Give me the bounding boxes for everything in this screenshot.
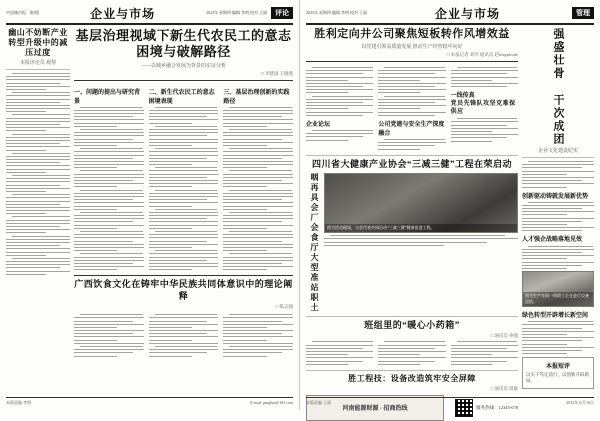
right-rail-body-2: [522, 202, 594, 232]
masthead-right-info: 2023年 星期四 编辑 李明 校对 王丽: [205, 9, 267, 15]
short-commentary-box: [522, 357, 594, 389]
section-tag-right: 管理: [572, 7, 594, 19]
column-1: [74, 84, 144, 273]
footer-right-text: 2023年11月16日: [566, 400, 594, 405]
divider: [306, 61, 518, 62]
advertisement-block[interactable]: 河南能源财源 · 招商热线: [306, 395, 444, 421]
masthead-right-info: 2023年 星期四 编辑 李明 校对 王丽: [306, 9, 367, 15]
left-rail-article: [6, 28, 70, 397]
subhead-2: 党员先锋队攻坚克难保供应: [450, 101, 516, 115]
bottom-story-headline: 胜工程技：设备改造筑牢安全屏障: [348, 373, 476, 383]
right-subhead-1: 创新驱动铸就发展新优势: [522, 193, 589, 200]
mid-story-byline: □ 通讯员 孙强: [490, 333, 518, 339]
section-tag-left: 评论: [271, 7, 293, 19]
column-1: [306, 65, 373, 152]
masthead-title: 企业与市场: [90, 6, 156, 21]
left-bottom-byline: □ 陈志强: [275, 303, 293, 309]
masthead-left: [6, 5, 293, 25]
right-rail-body-3: [522, 246, 594, 269]
footer-left-text: 本版责编 王丽: [306, 400, 331, 405]
hotline-text: 服务热线：12345-678: [476, 404, 518, 410]
column-1: [306, 339, 373, 367]
mid-story-columns: [306, 339, 518, 367]
lead-columns: [306, 65, 518, 152]
subhead-tag-2: 一线传真: [450, 93, 475, 100]
right-subhead-3: 绿色转型开辟增长新空间: [522, 313, 589, 320]
left-page-sheet: [0, 0, 300, 410]
divider: [6, 69, 70, 70]
subhead-1: 一、问题的提出与研究背景: [74, 89, 141, 105]
left-bottom-headline: 广西饮食文化在铸牢中华民族共同体意识中的理论阐释: [74, 279, 293, 301]
footer-left-text: 本版责编 李明: [6, 400, 31, 405]
divider: [74, 80, 293, 81]
vertical-headline: 咽再具会厂会食厅大型准站职土: [310, 172, 319, 313]
subhead-3: 三、基层治理创新的实践路径: [223, 89, 290, 105]
right-rail-body-4: [522, 321, 594, 354]
story-photo: [324, 173, 518, 233]
right-footer: [306, 397, 594, 406]
lead-headline: 胜利定向井公司聚焦短板转作风增效益: [314, 28, 510, 40]
column-3: [451, 339, 518, 367]
right-vertical-headline: 强盛壮骨 干次成团: [552, 28, 564, 146]
right-photo-caption: 图为生产车间一线职工正在进行设备巡检。: [523, 292, 593, 306]
left-main-kicker: ——以城乡融合发展为背景的实证分析: [140, 63, 226, 69]
divider: [306, 370, 518, 371]
left-main-article: [74, 28, 293, 397]
right-page-sheet: [300, 0, 600, 413]
right-rail-content: [522, 28, 594, 397]
column-2: [149, 312, 219, 359]
right-top-kicker: 企业文化建设纪实: [537, 149, 578, 154]
right-subhead-2: 人才强企战略落地见效: [522, 237, 583, 244]
photo-story-headline: 四川省大健康产业协会“三减三健”工程在荣启动: [311, 158, 512, 169]
right-rail-photo: [522, 271, 594, 307]
divider: [522, 157, 594, 158]
left-rail-kicker: 本报评论员 观察: [19, 61, 57, 66]
subhead-2: 二、新生代农民工的意志困境表现: [148, 89, 215, 105]
box-title: 本报短评: [545, 364, 570, 371]
masthead-left-info: 中国城市报 · 第3版: [6, 9, 40, 15]
divider: [306, 316, 518, 317]
column-3: [223, 84, 293, 273]
masthead-title-right: 企业与市场: [434, 6, 500, 21]
column-2: [378, 339, 445, 367]
left-main-columns: [74, 84, 293, 273]
divider: [306, 155, 518, 156]
left-rail-headline: 幽山不妨断产业转型升级中的减压过度: [8, 28, 68, 57]
column-2: [149, 84, 219, 273]
bottom-story-byline: □ 通讯员 周敏: [490, 385, 518, 391]
subhead-1: 公司党建与安全生产深度融合: [378, 121, 445, 137]
left-main-byline: □ 李建国 王晓燕: [261, 70, 293, 76]
left-main-headline: 基层治理视域下新生代农民工的意志困境与破解路径: [75, 28, 292, 60]
box-text: 以实干笃定前行，以创新开辟新局。: [526, 372, 589, 384]
left-rail-body: [6, 73, 70, 275]
lead-byline: □ 本报记者 刘洋 通讯员 赵magnitude: [446, 51, 518, 57]
masthead-right: [306, 5, 594, 25]
footer-right-text: E-mail: pinglun@163.com: [250, 400, 293, 405]
column-2: [378, 65, 445, 152]
divider: [74, 275, 293, 276]
photo-caption: 图为活动现场，与会代表共同启动“三减三健”健康促进工程。: [325, 224, 517, 232]
column-3: [451, 65, 518, 152]
column-1: [74, 312, 144, 359]
mid-story-headline: 班组里的“暖心小药箱”: [364, 319, 460, 330]
column-3: [223, 312, 293, 359]
subhead-tag-1: 企业论坛: [306, 121, 331, 128]
right-rail-body-1: [522, 161, 594, 188]
left-bottom-columns: [74, 312, 293, 359]
lead-kicker: 以党建引领高质量发展 推动生产经营稳中向好: [361, 44, 463, 50]
left-footer: [6, 397, 293, 406]
